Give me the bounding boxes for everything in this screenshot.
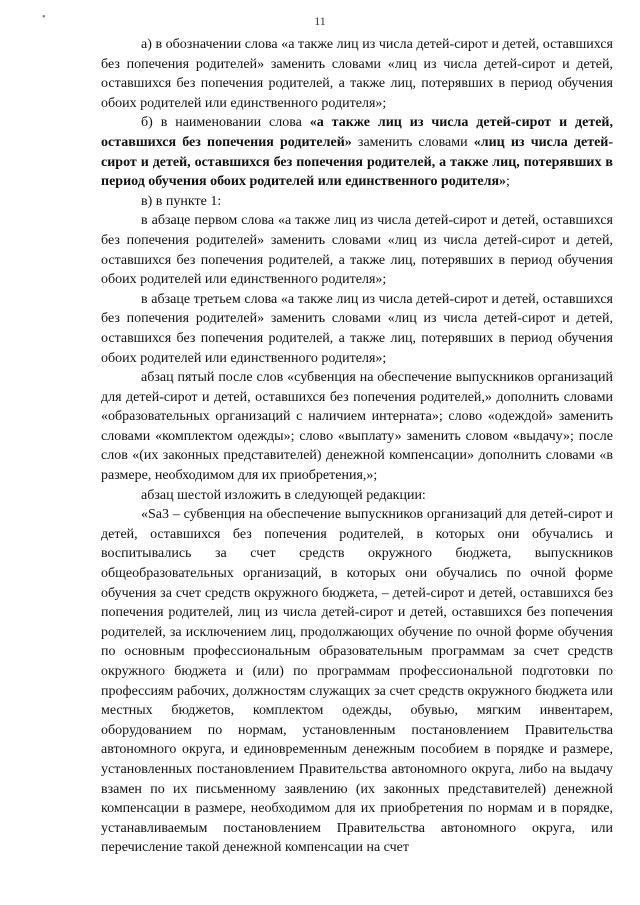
paragraph-third-abzac xyxy=(101,290,613,368)
paragraph-sixth-abzac xyxy=(101,486,613,506)
paragraph-a xyxy=(101,35,613,113)
paragraph-sa3-definition-text: «Sa3 – субвенция на обеспечение выпускников организаций для детей-сирот и детей, оставшихся без попечения родителей, в которых они обучались и воспитывались за счет средств окружного бюджета, выпускников общеобразовательных организаций, в которых они обучались по очной форме обучения за счет средств окружного бюджета, – детей-сирот и детей, оставшихся без попечения родителей, лиц из числа детей-сирот и детей, оставшихся без попечения родителей, за исключением лиц, продолжающих обучение по очной форме обучения по основным профессиональным образовательным программам за счет средств окружного бюджета и (или) по программам профессиональной подготовки по профессиям рабочих, должностям служащих за счет средств окружного бюджета или местных бюджетов, комплектом одежды, обувью, мягким инвентарем, оборудованием по нормам, установленным постановлением Правительства автономного округа, и единовременным денежным пособием в порядке и размере, установленных постановлением Правительства автономного округа, либо на выдачу взамен по их письменному заявлению (их законных представителей) денежной компенсации в размере, необходимом для их приобретения по нормам и в порядке, устанавливаемым постановлением Правительства автономного округа, или перечисление такой денежной компенсации на счет xyxy=(101,507,613,856)
paragraph-b-bold-2: «лиц из числа детей-сирот и детей, оставшихся без попечения родителей, а также лиц, потерявших в период обучения обоих родителей или единственного родителя» xyxy=(101,134,614,190)
paragraph-b-bold-1: «а также лиц из числа детей-сирот и детей, оставшихся без попечения родителей» xyxy=(101,115,613,150)
paragraph-third-abzac-text: в абзаце третьем слова «а также лиц из числа детей-сирот и детей, оставшихся без попечения родителей» заменить словами «лиц из числа детей-сирот и детей, оставшихся без попечения родителей, а также лиц, потерявших в период обучения обоих родителей или единственного родителя»; xyxy=(101,291,613,366)
paragraph-first-abzac xyxy=(101,211,613,289)
paragraph-sa3-definition xyxy=(101,505,613,858)
document-body xyxy=(101,35,613,858)
paragraph-v xyxy=(101,192,613,212)
paragraph-a-text: а) в обозначении слова «а также лиц из числа детей-сирот и детей, оставшихся без попечения родителей» заменить словами «лиц из числа детей-сирот и детей, оставшихся без попечения родителей, а также лиц, потерявших в период обучения обоих родителей или единственного родителя»; xyxy=(101,37,613,111)
page-number: 11 xyxy=(314,14,326,28)
paragraph-fifth-abzac-text: абзац пятый после слов «субвенция на обеспечение выпускников организаций для детей-сирот и детей, оставшихся без попечения родителей,» дополнить словами «образовательных организаций с наличием интерната»; слово «одеждой» заменить словами «комплектом одежды»; слово «выплату» заменить словом «выдачу»; после слов «(их законных представителей) денежной компенсации» дополнить словами «в размере, необходимом для их приобретения,»; xyxy=(101,370,613,484)
paragraph-sixth-abzac-text: абзац шестой изложить в следующей редакции: xyxy=(141,487,426,503)
paragraph-b xyxy=(101,113,613,191)
paragraph-b-text-3: ; xyxy=(506,174,510,190)
corner-mark: • xyxy=(42,12,46,23)
paragraph-v-text: в) в пункте 1: xyxy=(141,193,222,209)
paragraph-first-abzac-text: в абзаце первом слова «а также лиц из числа детей-сирот и детей, оставшихся без попечения родителей» заменить словами «лиц из числа детей-сирот и детей, оставшихся без попечения родителей, а также лиц, потерявших в период обучения обоих родителей или единственного родителя»; xyxy=(101,213,613,288)
paragraph-b-text-2: заменить словами xyxy=(351,134,474,150)
paragraph-b-text-1: б) в наименовании слова xyxy=(141,115,310,131)
paragraph-fifth-abzac xyxy=(101,368,613,486)
